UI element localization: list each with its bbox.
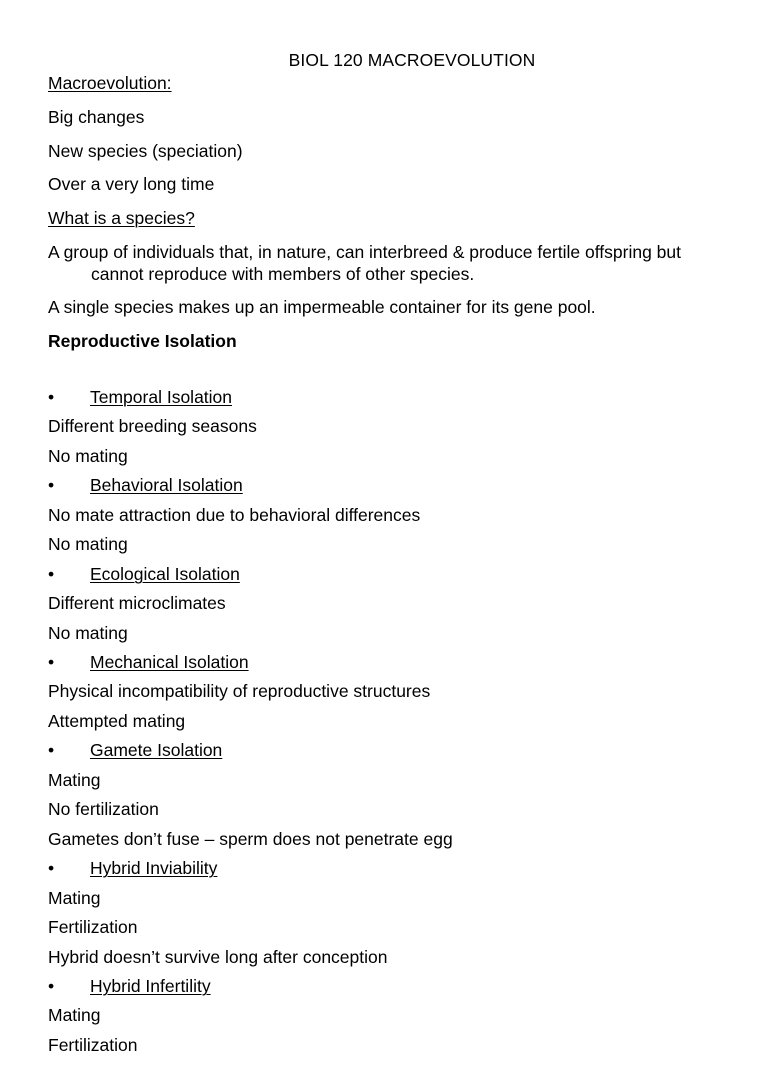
isolation-detail: No mating <box>48 446 128 466</box>
isolation-name: Ecological Isolation <box>90 564 240 584</box>
isolation-name: Mechanical Isolation <box>90 652 249 672</box>
species-definition-line2: cannot reproduce with members of other species. <box>91 264 475 284</box>
species-definition-line1: A group of individuals that, in nature, can interbreed & produce fertile offspring but <box>48 242 681 262</box>
macro-point: Big changes <box>48 107 145 127</box>
species-definition <box>48 241 748 285</box>
document-title: BIOL 120 MACROEVOLUTION <box>288 50 536 70</box>
bullet-icon: • <box>48 387 55 407</box>
heading-macroevolution: Macroevolution: <box>48 73 172 93</box>
isolation-bullet <box>48 739 222 761</box>
isolation-bullet <box>48 975 211 997</box>
isolation-name: Hybrid Inviability <box>90 858 218 878</box>
isolation-detail: Fertilization <box>48 917 138 937</box>
isolation-name: Temporal Isolation <box>90 387 233 407</box>
isolation-detail: Mating <box>48 770 101 790</box>
heading-reproductive-isolation: Reproductive Isolation <box>48 331 237 351</box>
macro-point: Over a very long time <box>48 174 215 194</box>
bullet-icon: • <box>48 858 55 878</box>
heading-what-is-species: What is a species? <box>48 208 195 228</box>
isolation-bullet <box>48 474 243 496</box>
isolation-name: Hybrid Infertility <box>90 976 211 996</box>
isolation-detail: Mating <box>48 888 101 908</box>
isolation-detail: No mating <box>48 623 128 643</box>
isolation-name: Behavioral Isolation <box>90 475 243 495</box>
bullet-icon: • <box>48 475 55 495</box>
isolation-bullet <box>48 563 240 585</box>
isolation-bullet <box>48 386 232 408</box>
isolation-detail: No fertilization <box>48 799 159 819</box>
isolation-detail: Mating <box>48 1005 101 1025</box>
isolation-bullet <box>48 857 217 879</box>
isolation-detail: Different breeding seasons <box>48 416 257 436</box>
isolation-detail: Attempted mating <box>48 711 186 731</box>
isolation-detail: Hybrid doesn’t survive long after conception <box>48 947 388 967</box>
macro-point: New species (speciation) <box>48 141 243 161</box>
isolation-detail: No mating <box>48 534 128 554</box>
isolation-detail: Fertilization <box>48 1035 138 1055</box>
bullet-icon: • <box>48 652 55 672</box>
isolation-detail: No mate attraction due to behavioral differences <box>48 505 421 525</box>
isolation-detail: Different microclimates <box>48 593 226 613</box>
isolation-detail: Physical incompatibility of reproductive structures <box>48 681 431 701</box>
bullet-icon: • <box>48 564 55 584</box>
isolation-name: Gamete Isolation <box>90 740 223 760</box>
bullet-icon: • <box>48 740 55 760</box>
isolation-bullet <box>48 651 249 673</box>
bullet-icon: • <box>48 976 55 996</box>
isolation-detail: Gametes don’t fuse – sperm does not penetrate egg <box>48 829 453 849</box>
species-gene-pool: A single species makes up an impermeable container for its gene pool. <box>48 297 596 317</box>
